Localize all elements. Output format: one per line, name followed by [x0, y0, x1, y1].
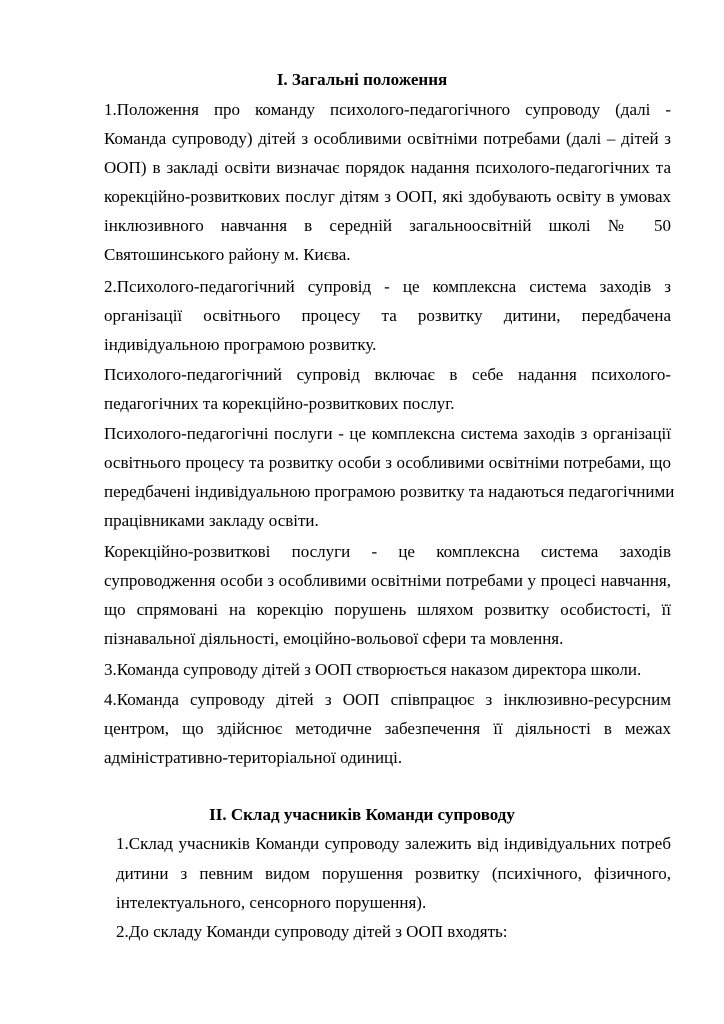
section-2-line: інтелектуального, сенсорного порушення).	[116, 893, 427, 912]
section-2-line: 1.Склад учасників Команди супроводу залежить від індивідуальних потреб	[116, 834, 671, 853]
section-1-line: 4.Команда супроводу дітей з ООП співпрацює з інклюзивно-ресурсним	[104, 690, 671, 709]
section-1-line: працівниками закладу освіти.	[104, 511, 319, 530]
section-2-line: 2.До складу Команди супроводу дітей з ООП входять:	[116, 922, 508, 941]
section-1-line: 3.Команда супроводу дітей з ООП створюється наказом директора школи.	[104, 660, 642, 679]
section-1-line: 1.Положення про команду психолого-педагогічного супроводу (далі -	[104, 100, 671, 119]
section-2-heading: ІІ. Склад учасників Команди супроводу	[209, 805, 515, 824]
section-1-line: Святошинського району м. Києва.	[104, 245, 351, 264]
section-1-line: організації освітнього процесу та розвитку дитини, передбачена	[104, 306, 671, 325]
section-1-line: передбачені індивідуальною програмою розвитку та надаються педагогічними	[104, 482, 675, 501]
section-1-line: пізнавальної діяльності, емоційно-вольової сфери та мовлення.	[104, 629, 564, 648]
section-1-line: Психолого-педагогічні послуги - це комплексна система заходів з організації	[104, 424, 671, 443]
section-1-line: ООП) в закладі освіти визначає порядок надання психолого-педагогічних та	[104, 158, 671, 177]
section-1-line: Психолого-педагогічний супровід включає в себе надання психолого-	[104, 365, 671, 384]
section-1-line: індивідуальною програмою розвитку.	[104, 335, 377, 354]
section-1-line: що спрямовані на корекцію порушень шляхом розвитку особистості, її	[104, 600, 671, 619]
section-2-line: дитини з певним видом порушення розвитку (психічного, фізичного,	[116, 864, 671, 883]
section-1-heading: І. Загальні положення	[276, 70, 448, 89]
section-1-line: 2.Психолого-педагогічний супровід - це комплексна система заходів з	[104, 277, 671, 296]
section-1-line: Корекційно-розвиткові послуги - це комплексна система заходів	[104, 542, 671, 561]
section-1-line: Команда супроводу) дітей з особливими освітніми потребами (далі – дітей з	[104, 129, 671, 148]
section-1-line: освітнього процесу та розвитку особи з особливими освітніми потребами, що	[104, 453, 671, 472]
section-1-line: адміністративно-територіальної одиниці.	[104, 748, 403, 767]
section-1-line: інклюзивного навчання в середній загальноосвітній школі № 50	[104, 216, 671, 235]
section-1-line: супроводження особи з особливими освітніми потребами у процесі навчання,	[104, 571, 671, 590]
section-1-line: педагогічних та корекційно-розвиткових послуг.	[104, 394, 455, 413]
section-1-line: центром, що здійснює методичне забезпечення її діяльності в межах	[104, 719, 671, 738]
section-1-line: корекційно-розвиткових послуг дітям з ООП, які здобувають освіту в умовах	[104, 187, 671, 206]
